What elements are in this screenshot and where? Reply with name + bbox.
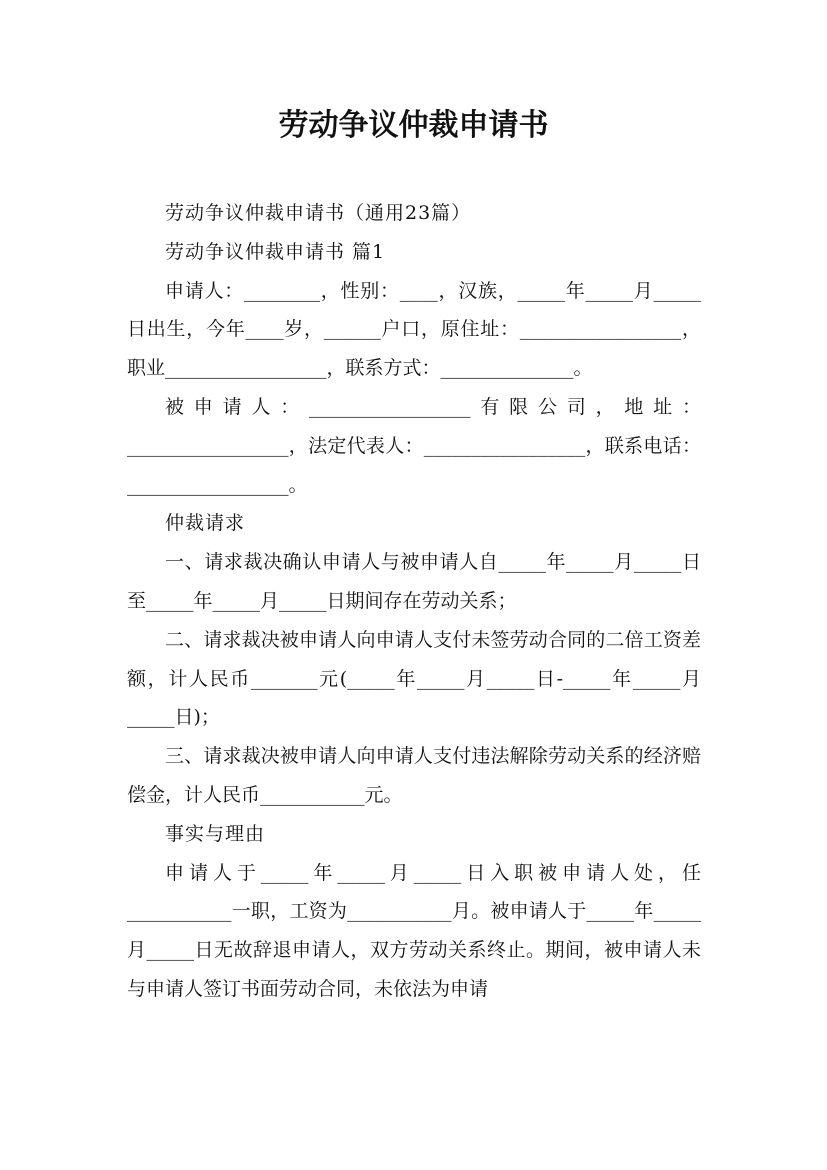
document-body bbox=[127, 194, 701, 1009]
facts-paragraph: 申请人于_____年_____月_____日入职被申请人处，任___________一职，工资为___________月。被申请人于_____年_____月_____日无故辞退申请人，双方劳动关系终止。期间，被申请人未与申请人签订书面劳动合同，未依法为申请 bbox=[127, 861, 701, 1000]
subtitle-paragraph: 劳动争议仲裁申请书（通用23篇） bbox=[165, 202, 472, 224]
claim-three-paragraph: 三、请求裁决被申请人向申请人支付违法解除劳动关系的经济赔偿金，计人民币___________元。 bbox=[127, 745, 701, 806]
section-heading-paragraph: 劳动争议仲裁申请书 篇1 bbox=[165, 240, 386, 263]
applicant-info-paragraph: 申请人：________，性别：____，汉族，_____年_____月_____日出生，今年____岁，______户口，原住址：_________________，职业_________________，联系方式：______________。 bbox=[127, 279, 701, 380]
claim-two-paragraph: 二、请求裁决被申请人向申请人支付未签劳动合同的二倍工资差额，计人民币_______元(_____年_____月_____日-_____年_____月_____日)； bbox=[127, 628, 701, 729]
claim-one-paragraph: 一、请求裁决确认申请人与被申请人自_____年_____月_____日至_____年_____月_____日期间存在劳动关系； bbox=[127, 551, 701, 612]
claims-heading: 仲裁请求 bbox=[165, 512, 246, 535]
facts-heading: 事实与理由 bbox=[165, 822, 266, 845]
document-title: 劳动争议仲裁申请书 bbox=[278, 108, 549, 143]
respondent-info-paragraph: 被申请人：_________________有限公司，地址：_________________，法定代表人：_________________，联系电话：_________________。 bbox=[127, 395, 701, 496]
